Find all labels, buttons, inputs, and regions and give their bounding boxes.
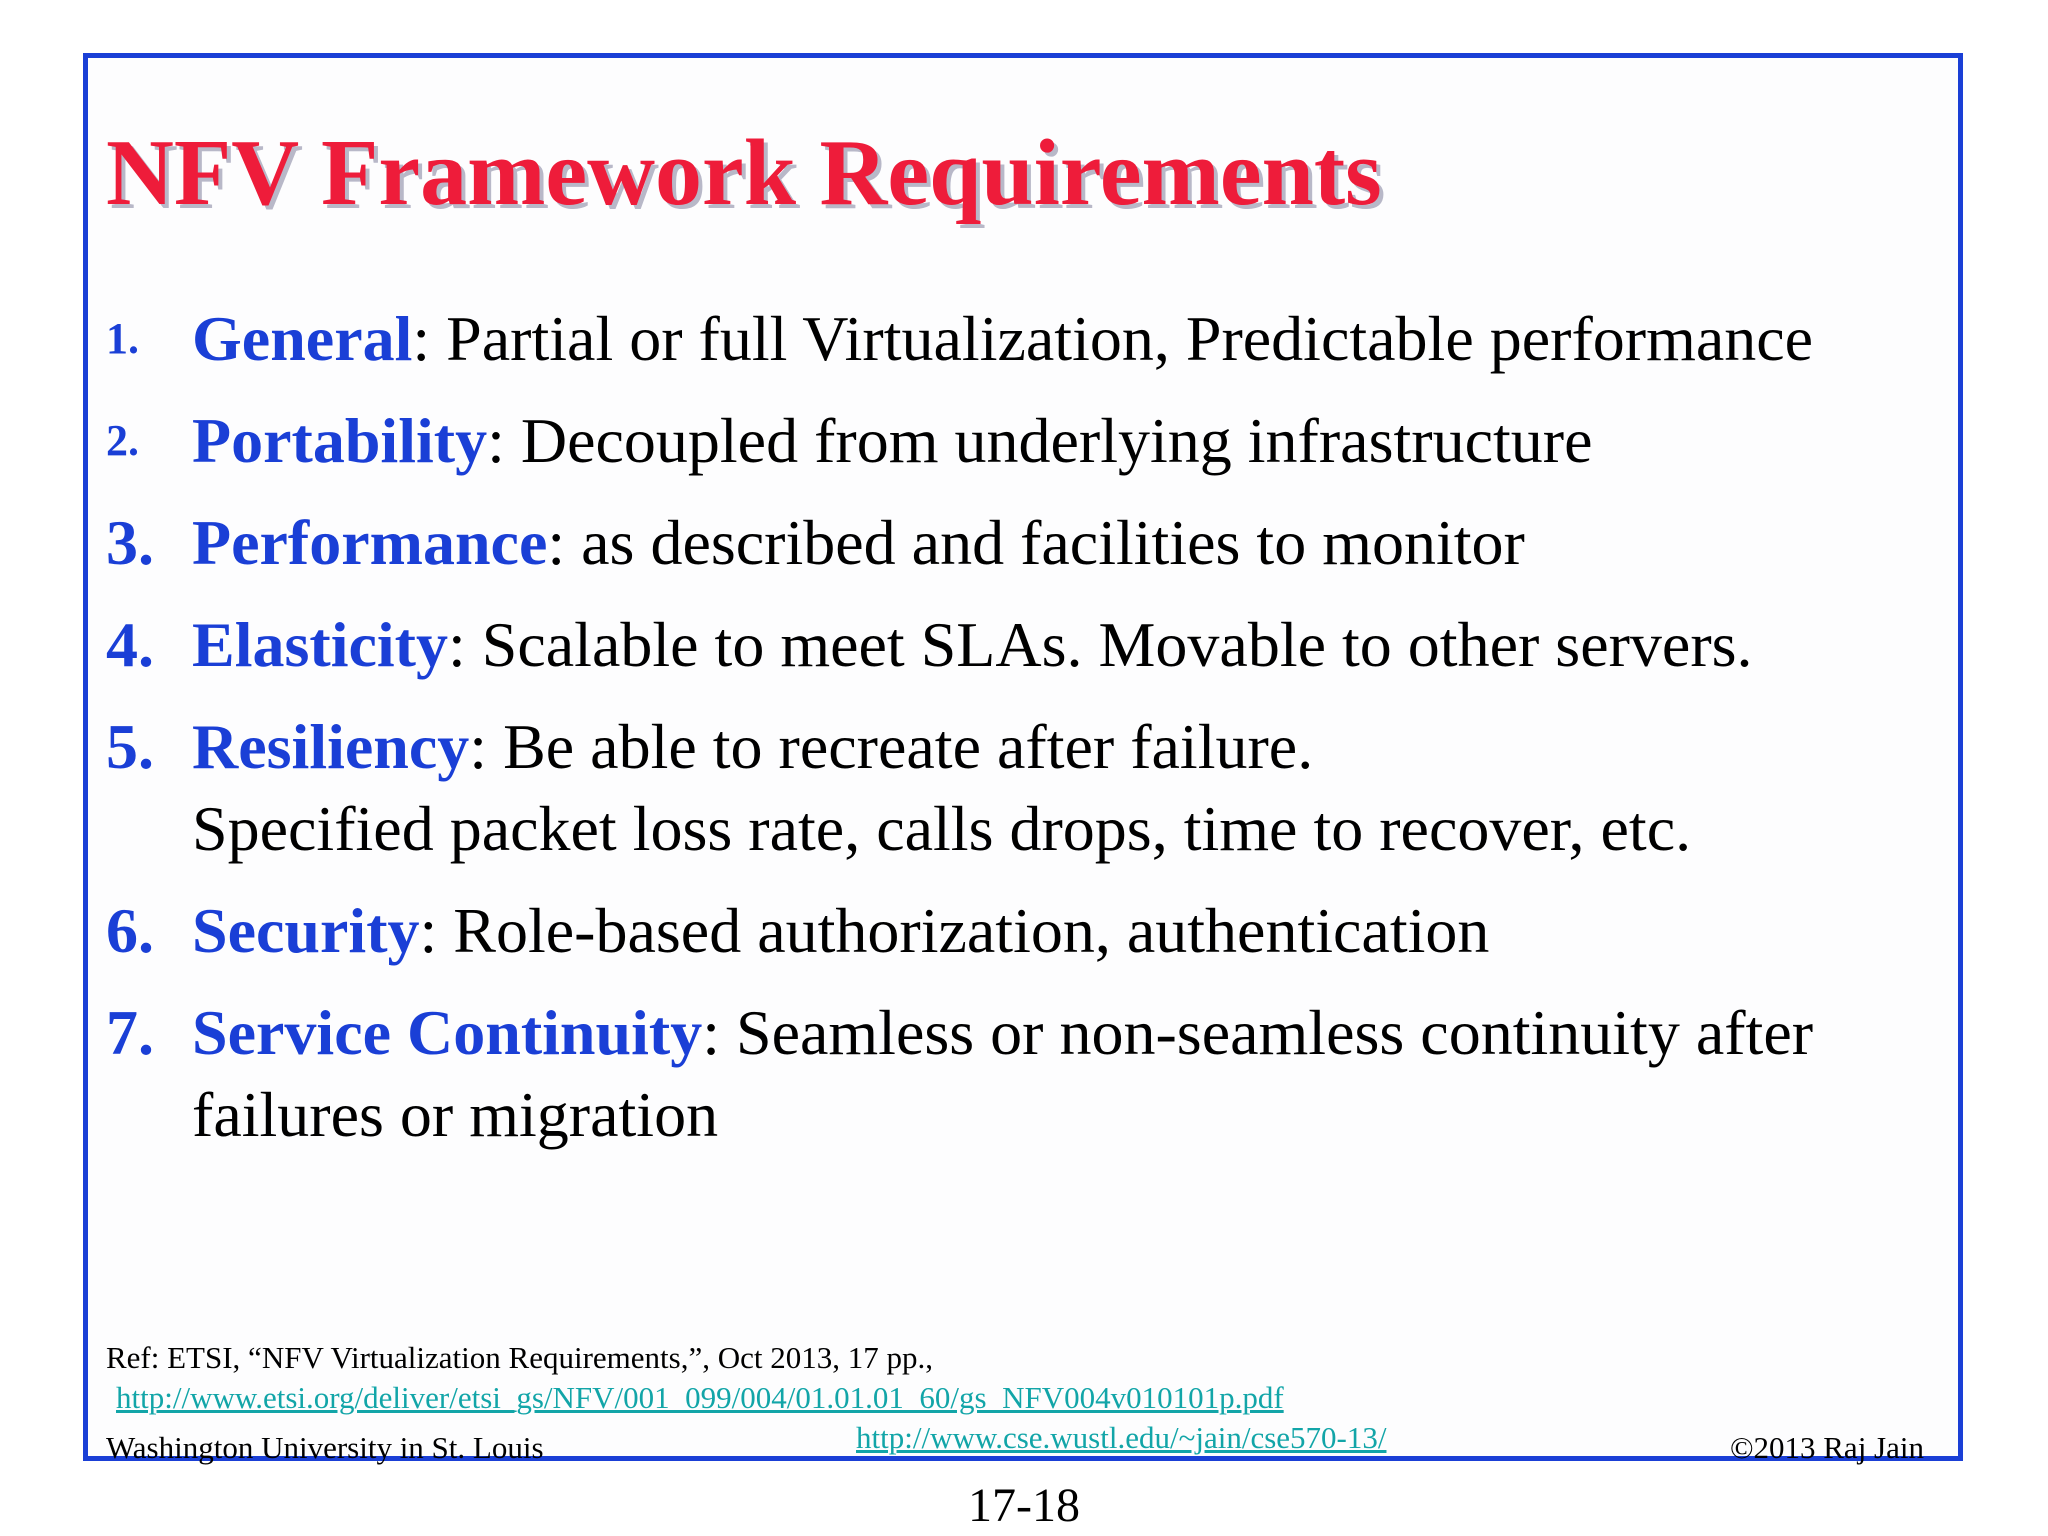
course-link[interactable]: http://www.cse.wustl.edu/~jain/cse570-13/ — [856, 1420, 1387, 1455]
requirement-number: 2. — [106, 416, 139, 465]
requirement-continuation: Specified packet loss rate, calls drops, time to recover, etc. — [192, 793, 1692, 864]
requirement-number: 3. — [106, 507, 154, 578]
requirement-term: Portability — [192, 405, 488, 476]
requirement-text: : as described and facilities to monitor — [547, 507, 1525, 578]
reference-citation: Ref: ETSI, “NFV Virtualization Requirements,”, Oct 2013, 17 pp., — [106, 1340, 933, 1375]
requirement-term: Elasticity — [192, 609, 448, 680]
requirement-item-6 — [106, 890, 1946, 972]
requirement-text: : Decoupled from underlying infrastructure — [487, 405, 1593, 476]
requirement-text: : Partial or full Virtualization, Predictable performance — [412, 303, 1814, 374]
requirement-item-7 — [106, 992, 1946, 1156]
requirement-item-4 — [106, 604, 1946, 686]
requirement-text: : Scalable to meet SLAs. Movable to other servers. — [447, 609, 1753, 680]
requirement-number: 1. — [106, 314, 139, 363]
requirement-item-3 — [106, 502, 1946, 584]
requirement-text: : Be able to recreate after failure. — [469, 711, 1314, 782]
slide-title: NFV Framework Requirements — [106, 121, 1382, 225]
requirement-number: 5. — [106, 711, 154, 782]
requirement-item-2 — [106, 400, 1946, 482]
footer-institution: Washington University in St. Louis — [106, 1430, 544, 1465]
requirement-term: Resiliency — [192, 711, 470, 782]
requirement-text: : Role-based authorization, authentication — [419, 895, 1490, 966]
requirement-number: 7. — [106, 997, 154, 1068]
requirement-item-5 — [106, 706, 1946, 870]
requirement-term: Service Continuity — [192, 997, 703, 1068]
requirements-list — [106, 298, 1946, 1176]
reference-link[interactable]: http://www.etsi.org/deliver/etsi_gs/NFV/001_099/004/01.01.01_60/gs_NFV004v010101p.pdf — [116, 1380, 1284, 1415]
requirement-text: : Seamless or non-seamless continuity after — [702, 997, 1814, 1068]
requirement-term: General — [192, 303, 413, 374]
requirement-term: Performance — [192, 507, 548, 578]
requirement-continuation: failures or migration — [192, 1079, 719, 1150]
requirement-number: 4. — [106, 609, 154, 680]
footer-copyright: ©2013 Raj Jain — [1729, 1430, 1924, 1465]
requirement-term: Security — [192, 895, 420, 966]
requirement-number: 6. — [106, 895, 154, 966]
page-number: 17-18 — [968, 1479, 1080, 1532]
requirement-item-1 — [106, 298, 1946, 380]
